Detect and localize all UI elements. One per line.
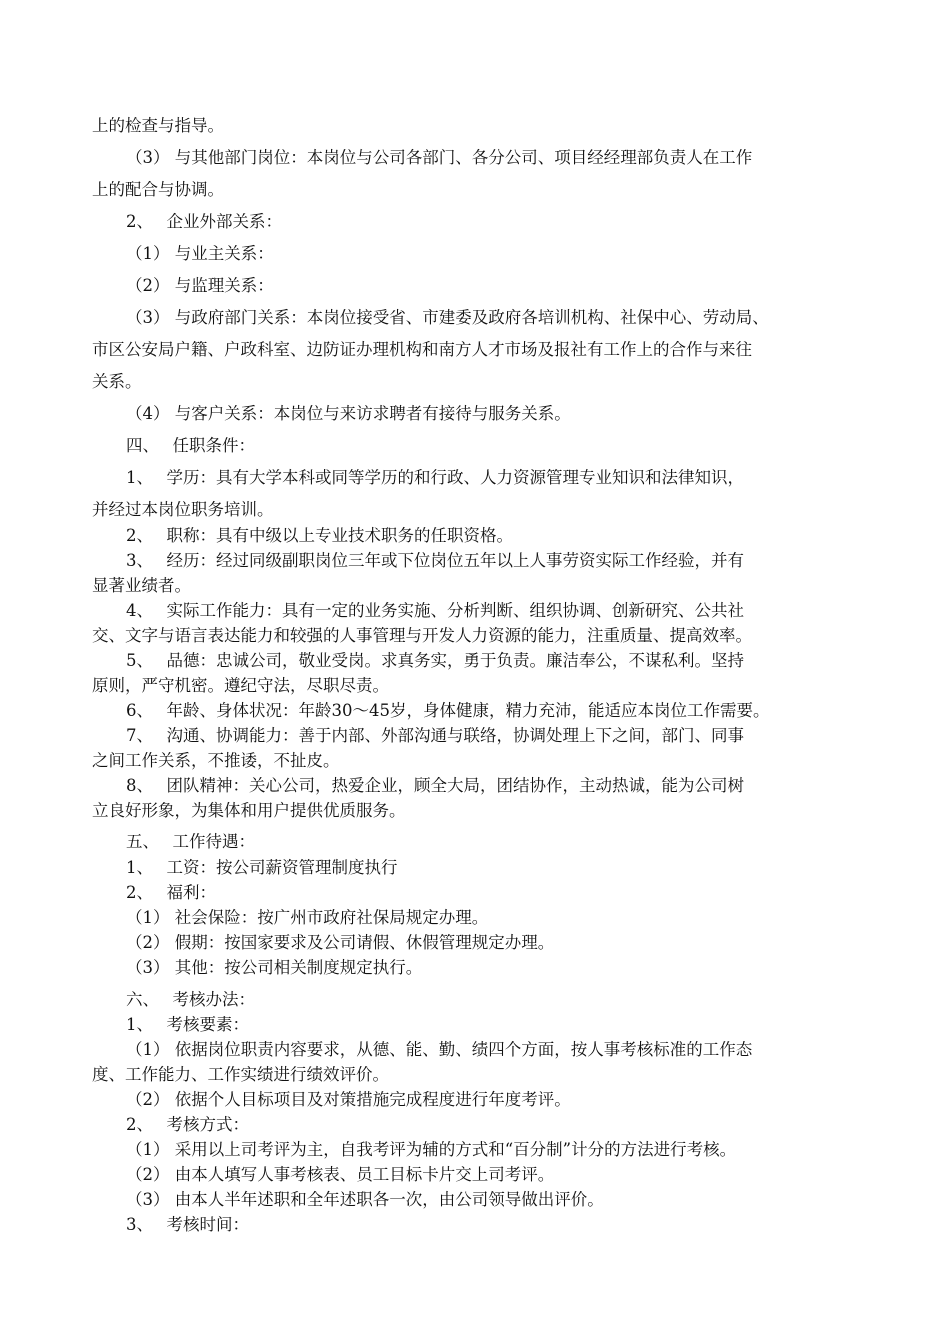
text-line: （3） 由本人半年述职和全年述职各一次，由公司领导做出评价。	[126, 1190, 604, 1209]
text-line: 度、工作能力、工作实绩进行绩效评价。	[92, 1065, 389, 1084]
text-line: 7、 沟通、协调能力：善于内部、外部沟通与联络，协调处理上下之间，部门、同事	[126, 726, 744, 745]
text-line: 2、 福利：	[126, 883, 216, 902]
text-line: 5、 品德：忠诚公司，敬业受岗。求真务实，勇于负责。廉洁奉公，不谋私利。坚持	[126, 651, 744, 670]
text-line: 交、文字与语言表达能力和较强的人事管理与开发人力资源的能力，注重质量、提高效率。	[92, 626, 752, 645]
section-heading: 四、 任职条件：	[126, 436, 255, 455]
text-line: 市区公安局户籍、户政科室、边防证办理机构和南方人才市场及报社有工作上的合作与来往	[92, 340, 752, 359]
text-line: 上的配合与协调。	[92, 180, 224, 199]
text-line: （1） 采用以上司考评为主，自我考评为辅的方式和“百分制”计分的方法进行考核。	[126, 1140, 737, 1159]
text-line: （1） 社会保险：按广州市政府社保局规定办理。	[126, 908, 489, 927]
text-line: （2） 假期：按国家要求及公司请假、休假管理规定办理。	[126, 933, 555, 952]
text-line: （3） 其他：按公司相关制度规定执行。	[126, 958, 423, 977]
text-line: （1） 与业主关系：	[126, 244, 274, 263]
text-line: 8、 团队精神：关心公司，热爱企业，顾全大局，团结协作，主动热诚，能为公司树	[126, 776, 744, 795]
text-line: 1、 工资：按公司薪资管理制度执行	[126, 858, 398, 877]
text-line: 1、 学历：具有大学本科或同等学历的和行政、人力资源管理专业知识和法律知识，	[126, 468, 744, 487]
text-line: 显著业绩者。	[92, 576, 191, 595]
text-line: 4、 实际工作能力：具有一定的业务实施、分析判断、组织协调、创新研究、公共社	[126, 601, 744, 620]
text-line: （2） 与监理关系：	[126, 276, 274, 295]
text-line: 2、 职称：具有中级以上专业技术职务的任职资格。	[126, 526, 513, 545]
text-line: 1、 考核要素：	[126, 1015, 249, 1034]
text-line: 6、 年龄、身体状况：年龄30～45岁，身体健康，精力充沛，能适应本岗位工作需要。	[126, 701, 770, 720]
text-line: 2、 考核方式：	[126, 1115, 249, 1134]
text-line: （3） 与其他部门岗位：本岗位与公司各部门、各分公司、项目经经理部负责人在工作	[126, 148, 753, 167]
text-line: （2） 依据个人目标项目及对策措施完成程度进行年度考评。	[126, 1090, 571, 1109]
text-line: （2） 由本人填写人事考核表、员工目标卡片交上司考评。	[126, 1165, 555, 1184]
text-line: 原则，严守机密。遵纪守法，尽职尽责。	[92, 676, 389, 695]
text-line: （3） 与政府部门关系：本岗位接受省、市建委及政府各培训机构、社保中心、劳动局、	[126, 308, 769, 327]
text-line: 3、 考核时间：	[126, 1215, 249, 1234]
section-heading: 六、 考核办法：	[126, 990, 255, 1009]
text-line: 3、 经历：经过同级副职岗位三年或下位岗位五年以上人事劳资实际工作经验，并有	[126, 551, 744, 570]
text-line: 关系。	[92, 372, 142, 391]
section-heading: 五、 工作待遇：	[126, 832, 255, 851]
section-heading: 2、 企业外部关系：	[126, 212, 282, 231]
text-line: 上的检查与指导。	[92, 116, 224, 135]
text-line: 并经过本岗位职务培训。	[92, 500, 274, 519]
text-line: （4） 与客户关系：本岗位与来访求聘者有接待与服务关系。	[126, 404, 571, 423]
text-line: （1） 依据岗位职责内容要求，从德、能、勤、绩四个方面，按人事考核标准的工作态	[126, 1040, 753, 1059]
text-line: 立良好形象，为集体和用户提供优质服务。	[92, 801, 406, 820]
text-line: 之间工作关系，不推诿，不扯皮。	[92, 751, 340, 770]
